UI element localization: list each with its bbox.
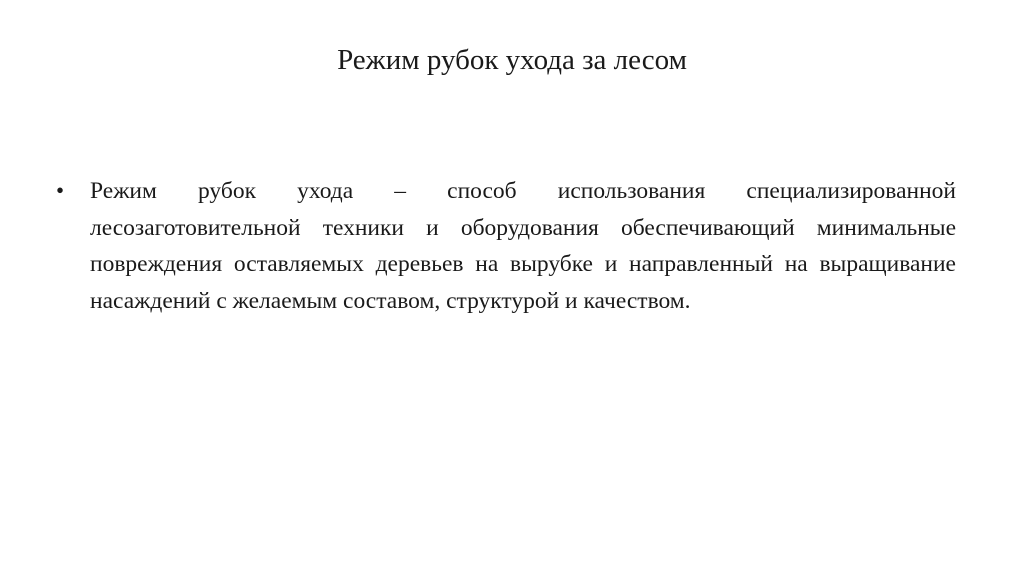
bullet-item: [56, 173, 956, 319]
slide-title: Режим рубок ухода за лесом: [337, 44, 687, 76]
bullet-list: [56, 173, 956, 319]
bullet-text: Режим рубок ухода – способ использования специализированной лесозаготовительной техники и оборудования обеспечивающий минимальные повреждения оставляемых деревьев на вырубке и направленный на выращивание насаждений с желаемым составом, структурой и качеством.: [90, 178, 956, 314]
bullet-marker: •: [56, 178, 65, 203]
